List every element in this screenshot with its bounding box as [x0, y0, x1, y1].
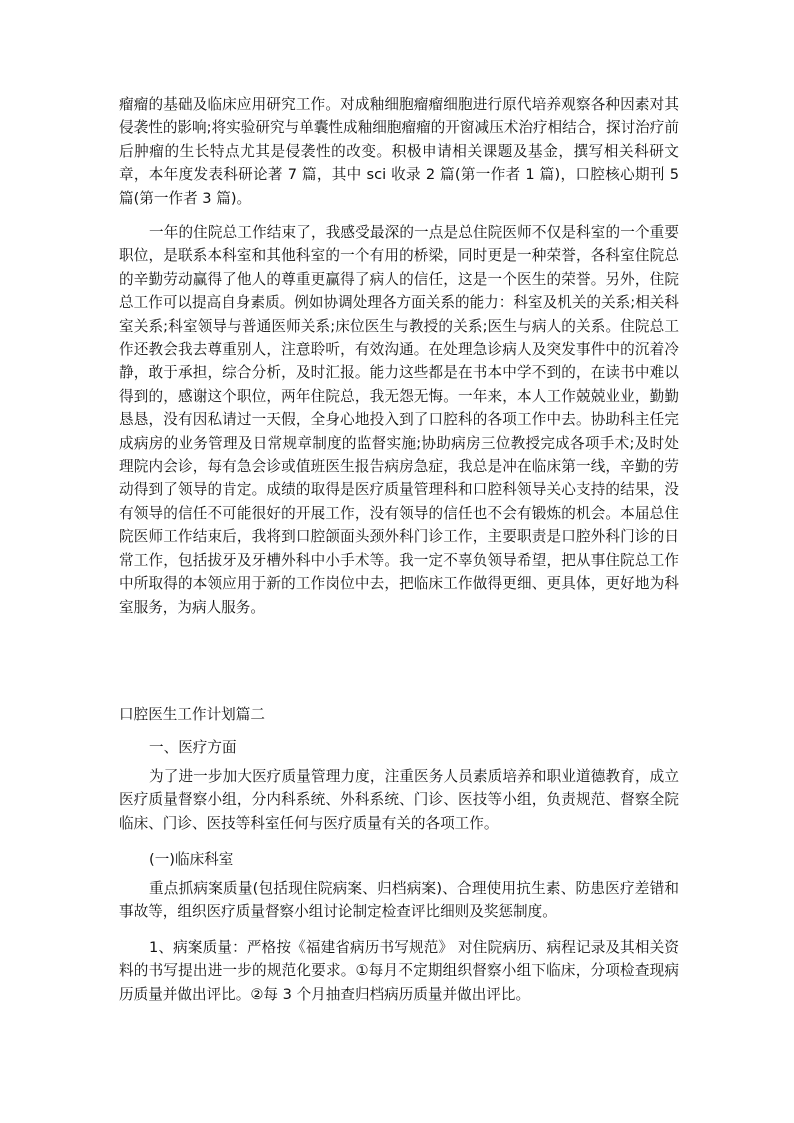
medical-intro-paragraph: 为了进一步加大医疗质量管理力度，注重医务人员素质培养和职业道德教育，成立医疗质量督察小组，分内科系统、外科系统、门诊、医技等小组，负责规范、督察全院临床、门诊、医技等科室任何与医疗质量有关的各项工作。	[119, 768, 679, 832]
clinical-focus-paragraph: 重点抓病案质量(包括现住院病案、归档病案)、合理使用抗生素、防患医疗差错和事故等，组织医疗质量督察小组讨论制定检查评比细则及奖惩制度。	[119, 880, 679, 921]
summary-paragraph: 一年的住院总工作结束了，我感受最深的一点是总住院医师不仅是科室的一个重要职位，是联系本科室和其他科室的一个有用的桥梁，同时更是一种荣誉，各科室住院总的辛勤劳动赢得了他人的尊重更赢得了病人的信任，这是一个医生的荣誉。另外，住院总工作可以提高自身素质。例如协调处理各方面关系的能力：科室及机关的关系;相关科室关系;科室领导与普通医师关系;床位医生与教授的关系;医生与病人的关系。住院总工作还教会我去尊重别人，注意聆听，有效沟通。在处理急诊病人及突发事件中的沉着冷静，敢于承担，综合分析，及时汇报。能力这些都是在书本中学不到的，在读书中难以得到的，感谢这个职位，两年住院总，我无怨无悔。一年来，本人工作兢兢业业，勤勤恳恳，没有因私请过一天假，全身心地投入到了口腔科的各项工作中去。协助科主任完成病房的业务管理及日常规章制度的监督实施;协助病房三位教授完成各项手术;及时处理院内会诊，每有急会诊或值班医生报告病房急症，我总是冲在临床第一线，辛勤的劳动得到了领导的肯定。成绩的取得是医疗质量管理科和口腔科领导关心支持的结果，没有领导的信任不可能很好的开展工作，没有领导的信任也不会有锻炼的机会。本届总住院医师工作结束后，我将到口腔颌面头颈外科门诊工作，主要职责是口腔外科门诊的日常工作，包括拔牙及牙槽外科中小手术等。我一定不辜负领导希望，把从事住院总工作中所取得的本领应用于新的工作岗位中去，把临床工作做得更细、更具体，更好地为科室服务，为病人服务。	[119, 224, 679, 616]
clinical-heading: (一)临床科室	[149, 851, 234, 868]
section-title: 口腔医生工作计划篇二	[119, 706, 265, 723]
continued-paragraph: 瘤瘤的基础及临床应用研究工作。对成釉细胞瘤瘤细胞进行原代培养观察各种因素对其侵袭性的影响;将实验研究与单囊性成釉细胞瘤瘤的开窗减压术治疗相结合，探讨治疗前后肿瘤的生长特点尤其是侵袭性的改变。积极申请相关课题及基金，撰写相关科研文章，本年度发表科研论著 7 篇，其中 sci 收录 2 篇(第一作者 1 篇)，口腔核心期刊 5 篇(第一作者 3 篇)。	[119, 96, 679, 207]
subsection-title: 一、医疗方面	[149, 739, 237, 756]
medical-record-item: 1、病案质量：严格按《福建省病历书写规范》 对住院病历、病程记录及其相关资料的书写提出进一步的规范化要求。①每月不定期组织督察小组下临床，分项检查现病历质量并做出评比。②每 3 个月抽查归档病历质量并做出评比。	[119, 939, 679, 1003]
